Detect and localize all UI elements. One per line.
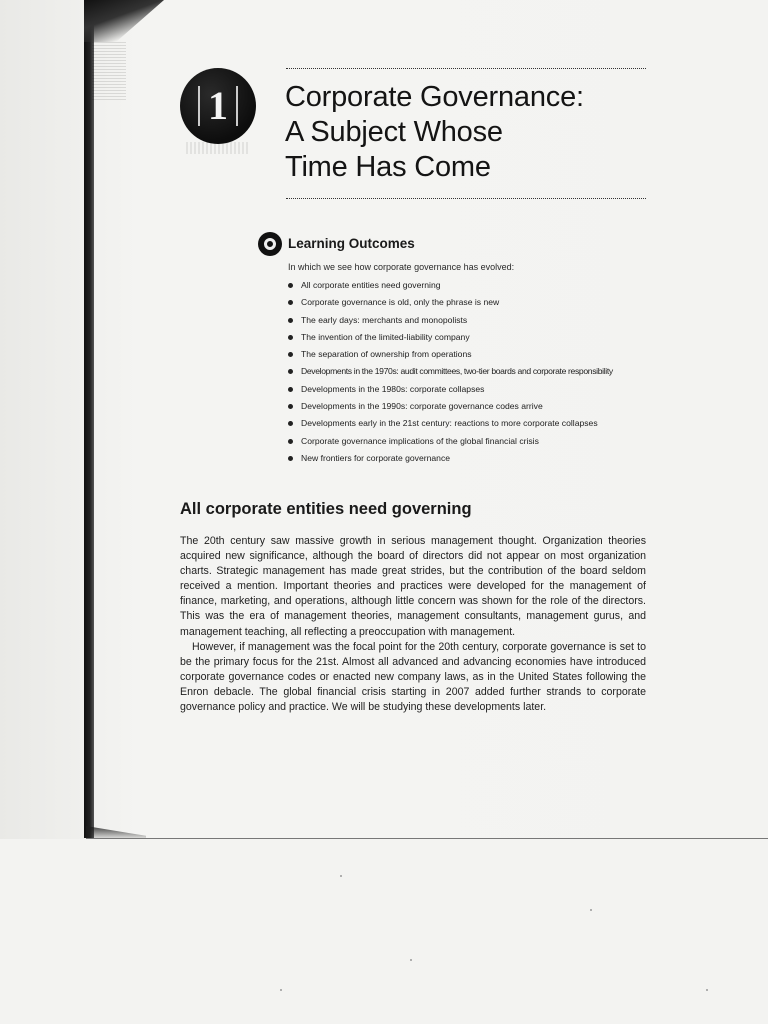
learning-outcomes-intro: In which we see how corporate governance has evolved:: [288, 262, 515, 272]
scan-smudge: [186, 142, 250, 154]
list-item-text: Developments in the 1990s: corporate governance codes arrive: [301, 401, 543, 412]
list-item: [288, 312, 613, 329]
section-body: [180, 534, 646, 715]
list-item: [288, 398, 613, 415]
list-item: [288, 277, 613, 294]
list-item: [288, 450, 613, 467]
learning-outcomes-list: [288, 277, 613, 467]
list-item-text: The invention of the limited-liability company: [301, 331, 470, 342]
list-item: [288, 363, 613, 380]
body-paragraph: However, if management was the focal point for the 20th century, corporate governance is set to be the primary focus for the 21st. Almost all advanced and advancing economies have introduced corporate governance codes or enacted new company laws, as in the United States following the Enron debacle. The global financial crisis starting in 2007 added further strands to corporate governance policy and practice. We will be studying these developments later.: [180, 640, 646, 714]
chapter-title-line: Time Has Come: [285, 151, 491, 183]
list-item-text: Corporate governance implications of the global financial crisis: [301, 435, 539, 446]
scan-speck: [340, 875, 342, 877]
list-item-text: New frontiers for corporate governance: [301, 452, 451, 463]
list-item: [288, 415, 613, 432]
bullet-icon: [288, 369, 293, 374]
bullet-icon: [288, 456, 293, 461]
learning-outcomes-icon: [258, 232, 282, 256]
list-item-text: Developments early in the 21st century: reactions to more corporate collapses: [301, 418, 598, 429]
bullet-icon: [288, 421, 293, 426]
list-item: [288, 294, 613, 311]
chapter-title-line: Corporate Governance:: [285, 81, 584, 113]
bullet-icon: [288, 283, 293, 288]
list-item-text: The early days: merchants and monopolists: [301, 314, 468, 325]
bullet-icon: [288, 318, 293, 323]
chapter-title: [285, 80, 665, 185]
title-rule-bottom: [286, 198, 646, 199]
learning-outcomes-heading: Learning Outcomes: [288, 236, 415, 251]
list-item-text: The separation of ownership from operations: [301, 349, 472, 360]
scan-speck: [706, 989, 708, 991]
list-item: [288, 346, 613, 363]
bullet-icon: [288, 404, 293, 409]
chapter-number: 1: [198, 86, 238, 126]
book-spine-shadow: [84, 0, 94, 838]
list-item: [288, 433, 613, 450]
list-item-text: Developments in the 1970s: audit committees, two-tier boards and corporate responsibility: [301, 366, 613, 377]
scan-speck: [280, 989, 282, 991]
bullet-icon: [288, 300, 293, 305]
scan-noise: [92, 40, 126, 100]
list-item-text: Corporate governance is old, only the phrase is new: [301, 297, 500, 308]
section-heading: All corporate entities need governing: [180, 500, 472, 518]
body-paragraph: The 20th century saw massive growth in serious management thought. Organization theories acquired new significance, although the board of directors did not appear on most organization charts. Strategic management has made great strides, but the contribution of the board seldom received a mention. Important theories and practices were developed for the management of finance, marketing, and operations, although little concern was shown for the role of the directors. This was the era of management theories, management consultants, management gurus, and management teaching, all reflecting a preoccupation with management.: [180, 535, 646, 638]
list-item-text: Developments in the 1980s: corporate collapses: [301, 383, 485, 394]
list-item-text: All corporate entities need governing: [301, 280, 441, 290]
chapter-title-line: A Subject Whose: [285, 116, 503, 148]
bullet-icon: [288, 352, 293, 357]
title-rule-top: [286, 68, 646, 69]
scan-bed-area: [0, 839, 768, 1024]
list-item: [288, 381, 613, 398]
bullet-icon: [288, 387, 293, 392]
scan-speck: [410, 959, 412, 961]
list-item: [288, 329, 613, 346]
scan-speck: [590, 909, 592, 911]
chapter-number-badge: [180, 68, 256, 144]
bullet-icon: [288, 335, 293, 340]
bullet-icon: [288, 439, 293, 444]
